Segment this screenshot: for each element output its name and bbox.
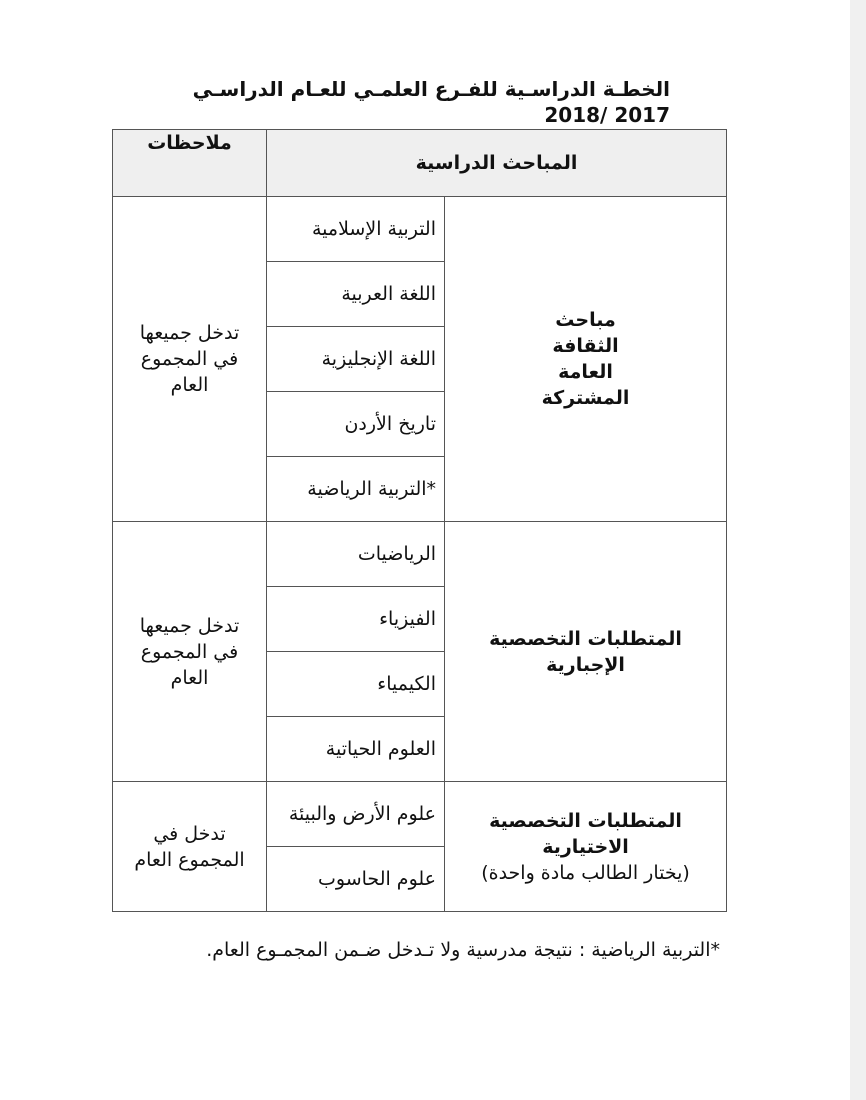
subject-cell: تاريخ الأردن [267,392,445,457]
group-name-line: الاختيارية [542,835,629,858]
note-elective [113,782,267,912]
header-subjects: المباحث الدراسية [267,130,727,197]
page-edge-strip [850,0,866,1100]
group-name-mandatory [445,522,727,782]
subject-cell: اللغة العربية [267,262,445,327]
document-title [116,76,670,128]
study-plan-table [112,129,727,912]
group-name-line: المتطلبات التخصصية [489,627,682,650]
group-name-line: الإجبارية [546,653,625,676]
note-line: في المجموع [140,348,239,370]
title-line-1: الخطـة الدراسـية للفـرع العلمـي للعـام الدراسـي [192,77,670,101]
group-name-general [445,197,727,522]
note-line: العام [170,666,209,689]
subject-cell: التربية الإسلامية [267,197,445,262]
note-general [113,197,267,522]
note-line: في المجموع [140,640,239,663]
table-header-row [113,130,727,197]
subject-cell: اللغة الإنجليزية [267,327,445,392]
group-name-line: المشتركة [541,387,630,409]
table-row [113,782,727,847]
group-name-line: الثقافة [552,335,619,357]
footnote: *التربية الرياضية : نتيجة مدرسية ولا تـدخل ضـمن المجمـوع العام. [206,939,720,961]
note-line: العام [170,374,209,396]
group-name-line: العامة [558,361,613,383]
subject-cell: العلوم الحياتية [267,717,445,782]
group-name-note: (يختار الطالب مادة واحدة) [481,861,690,884]
group-name-line: مباحث [555,309,616,331]
table-row [113,522,727,587]
group-name-line: المتطلبات التخصصية [489,809,682,832]
note-line: تدخل جميعها [139,614,240,637]
subject-cell: الرياضيات [267,522,445,587]
table-row [113,197,727,262]
subject-cell: علوم الحاسوب [267,847,445,912]
note-line: تدخل جميعها [139,322,240,344]
note-line: المجموع العام [134,848,245,871]
subject-cell: الكيمياء [267,652,445,717]
subject-cell: *التربية الرياضية [267,457,445,522]
header-notes: ملاحظات [113,130,267,197]
title-line-2: 2017 /2018 [544,103,670,127]
subject-cell: الفيزياء [267,587,445,652]
group-name-elective [445,782,727,912]
note-line: تدخل في [153,822,226,845]
note-mandatory [113,522,267,782]
subject-cell: علوم الأرض والبيئة [267,782,445,847]
